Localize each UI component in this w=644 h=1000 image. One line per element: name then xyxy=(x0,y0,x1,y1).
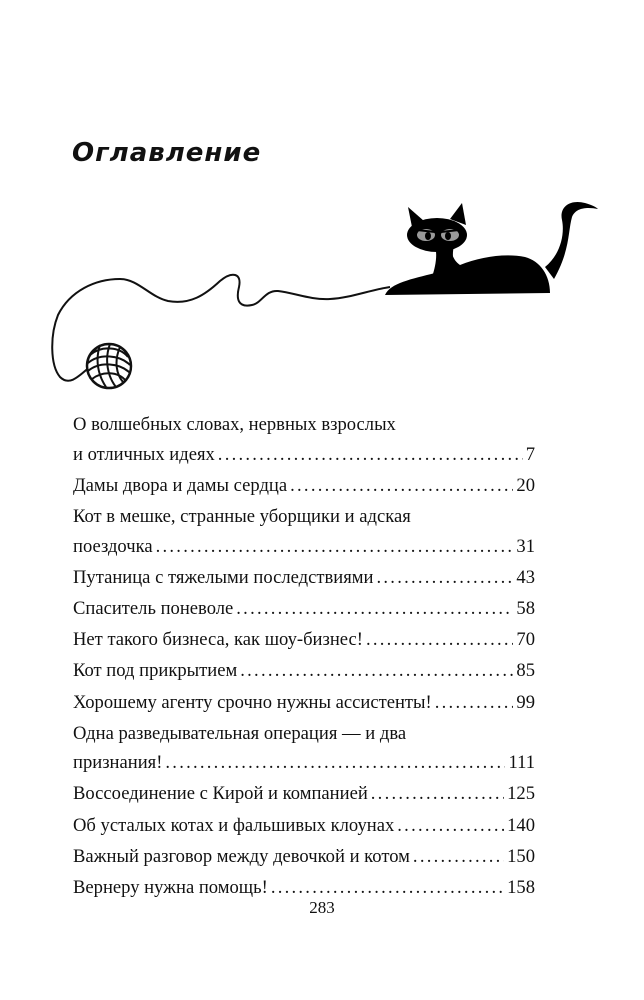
dot-leader xyxy=(240,656,513,686)
toc-entry-page: 150 xyxy=(507,845,535,867)
toc-entry-title-line: поездочка xyxy=(73,535,153,557)
toc-entry-page: 158 xyxy=(507,877,535,899)
toc-entry-page: 70 xyxy=(516,629,535,651)
toc-entry xyxy=(73,656,535,686)
dot-leader xyxy=(236,594,513,624)
dot-leader xyxy=(165,748,505,778)
toc-entry-title-line: Кот в мешке, странные уборщики и адская xyxy=(73,505,411,527)
toc-entry xyxy=(73,563,535,593)
toc-entry-title-line: Хорошему агенту срочно нужны ассистенты! xyxy=(73,691,432,713)
toc-entry xyxy=(73,811,535,841)
dot-leader xyxy=(371,779,504,809)
toc-entry-page: 31 xyxy=(516,535,535,557)
cat-with-yarn-illustration xyxy=(40,195,610,400)
toc-entry-title-line: Спаситель поневоле xyxy=(73,597,234,619)
toc-entry-page: 58 xyxy=(516,597,535,619)
page-number: 283 xyxy=(309,898,335,917)
toc-entry-page: 140 xyxy=(507,814,535,836)
toc-entry xyxy=(73,779,535,809)
toc-entry xyxy=(73,410,535,469)
toc-entry xyxy=(73,594,535,624)
toc-entry-title-line: Воссоединение с Кирой и компанией xyxy=(73,783,368,805)
toc-entry xyxy=(73,471,535,501)
toc-entry xyxy=(73,842,535,872)
toc-entry-title-line: Кот под прикрытием xyxy=(73,660,238,682)
yarn-ball-icon xyxy=(87,344,131,388)
toc-entry-title-line: О волшебных словах, нервных взрослых xyxy=(73,414,396,435)
toc-entry-page: 7 xyxy=(525,443,535,465)
dot-leader xyxy=(290,471,513,501)
dot-leader xyxy=(397,811,504,841)
toc-entry-page: 111 xyxy=(508,752,535,774)
toc-entry xyxy=(73,625,535,655)
dot-leader xyxy=(413,842,504,872)
toc-entry-title-line: признания! xyxy=(73,752,163,774)
toc-entry xyxy=(73,719,535,778)
toc-entry-page: 125 xyxy=(507,783,535,805)
dot-leader xyxy=(218,440,523,470)
dot-leader xyxy=(366,625,513,655)
black-cat-icon xyxy=(385,202,598,295)
toc-entry xyxy=(73,688,535,718)
toc-entry-page: 20 xyxy=(516,474,535,496)
page-title: Оглавление xyxy=(72,138,262,168)
table-of-contents xyxy=(73,410,535,904)
toc-entry xyxy=(73,502,535,561)
dot-leader xyxy=(435,688,514,718)
toc-entry-page: 99 xyxy=(516,691,535,713)
toc-entry-title-line: Путаница с тяжелыми последствиями xyxy=(73,566,374,588)
toc-entry-title-line: Об усталых котах и фальшивых клоунах xyxy=(73,814,395,836)
toc-entry-title-line: Важный разговор между девочкой и котом xyxy=(73,845,410,867)
toc-entry-page: 85 xyxy=(516,660,535,682)
dot-leader xyxy=(377,563,514,593)
toc-entry-title-line: Одна разведывательная операция — и два xyxy=(73,722,407,744)
toc-entry-page: 43 xyxy=(516,566,535,588)
toc-entry-title-line: Нет такого бизнеса, как шоу-бизнес! xyxy=(73,629,363,651)
toc-entry-title-line: Дамы двора и дамы сердца xyxy=(73,474,288,496)
toc-entry-title-line: и отличных идеях xyxy=(73,443,215,465)
dot-leader xyxy=(156,532,514,562)
toc-entry-title-line: Вернеру нужна помощь! xyxy=(73,877,268,899)
